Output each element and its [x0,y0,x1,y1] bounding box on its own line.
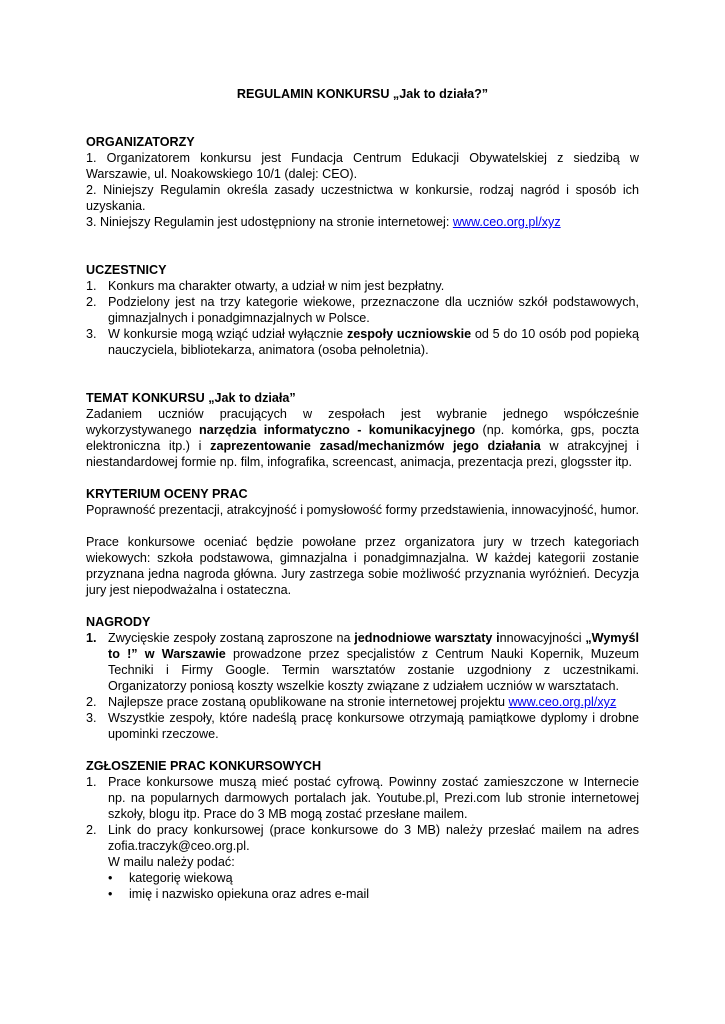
bullet-item: • kategorię wiekową [108,871,233,885]
organizatorzy-point-1: 1. Organizatorem konkursu jest Fundacja Centrum Edukacji Obywatelskiej z siedzibą w Warszawie, ul. Noakowskiego 10/1 (dalej: CEO). [86,151,639,181]
section-temat [86,390,639,470]
list-item: 3. W konkursie mogą wziąć udział wyłącznie zespoły uczniowskie od 5 do 10 osób pod popieką nauczyciela, bibliotekarza, animatora (osoba pełnoletnia). [86,327,639,357]
heading-temat: TEMAT KONKURSU „Jak to działa” [86,391,296,405]
organizatorzy-point-3-text: 3. Niniejszy Regulamin jest udostępniony na stronie internetowej: [86,215,453,229]
uczestnicy-list [86,278,639,358]
heading-zgloszenie: ZGŁOSZENIE PRAC KONKURSOWYCH [86,759,322,773]
section-zgloszenie [86,758,639,902]
bullet-icon: • [108,871,113,885]
list-item: 1. Konkurs ma charakter otwarty, a udział w nim jest bezpłatny. [86,279,445,293]
organizatorzy-point-3 [86,214,639,230]
zgloszenie-sub-text: W mailu należy podać: [108,855,235,869]
zgloszenie-bullets [86,870,639,902]
projekt-link[interactable]: www.ceo.org.pl/xyz [508,695,617,709]
heading-uczestnicy: UCZESTNICY [86,263,167,277]
organizatorzy-point-2: 2. Niniejszy Regulamin określa zasady uczestnictwa w konkursie, rodzaj nagród i sposób ich uzyskania. [86,183,639,213]
nagrody-list [86,630,639,742]
kryterium-text-2: Prace konkursowe oceniać będzie powołane przez organizatora jury w trzech kategoriach wiekowych: szkoła podstawowa, gimnazjalna i ponadgimnazjalna. W każdej kategorii zostanie przyznana jedna nagroda główna. Jury zastrzega sobie możliwość przyznania wyróżnień. Decyzja jury jest niepodważalna i ostateczna. [86,535,639,597]
heading-nagrody: NAGRODY [86,615,151,629]
zgloszenie-list [86,774,639,870]
document-title: REGULAMIN KONKURSU „Jak to działa?” [236,87,489,101]
document-content [86,86,639,902]
kryterium-text-1: Poprawność prezentacji, atrakcyjność i pomysłowość formy przedstawienia, innowacyjność, humor. [86,503,639,517]
regulamin-link[interactable]: www.ceo.org.pl/xyz [452,215,561,229]
section-nagrody [86,614,639,742]
list-item: 1. Prace konkursowe muszą mieć postać cyfrową. Powinny zostać zamieszczone w Internecie np. na popularnych darmowych portalach jak. Youtube.pl, Prezi.com lub stronie internetowej szkoły, blogu itp. Prace do 3 MB mogą zostać przesłane mailem. [86,775,639,821]
list-item: 2. Podzielony jest na trzy kategorie wiekowe, przeznaczone dla uczniów szkół podstawowych, gimnazjalnych i ponadgimnazjalnych w Polsce. [86,295,639,325]
temat-text: Zadaniem uczniów pracujących w zespołach jest wybranie jednego współcześnie wykorzystywanego narzędzia informatyczno - komunikacyjnego (np. komórka, gps, poczta elektroniczna itp.) i zaprezentowanie zasad/mechanizmów jego działania w atrakcyjnej i niestandardowej formie np. film, infografika, screencast, animacja, prezentacja prezi, glogsster itp. [86,407,639,469]
list-item: 2. Link do pracy konkursowej (prace konkursowe do 3 MB) należy przesłać mailem na adres zofia.traczyk@ceo.org.pl. W mailu należy podać: [86,823,639,869]
heading-kryterium: KRYTERIUM OCENY PRAC [86,487,248,501]
section-kryterium [86,486,639,598]
list-item: 3. Wszystkie zespoły, które nadeślą pracę konkursowe otrzymają pamiątkowe dyplomy i drobne upominki rzeczowe. [86,711,639,741]
list-item: 2. Najlepsze prace zostaną opublikowane na stronie internetowej projektu www.ceo.org.pl/xyz [86,695,617,709]
bullet-icon: • [108,887,113,901]
section-uczestnicy [86,262,639,358]
section-organizatorzy [86,134,639,230]
heading-organizatorzy: ORGANIZATORZY [86,135,195,149]
list-item: 1. Zwycięskie zespoły zostaną zaproszone na jednodniowe warsztaty innowacyjności „Wymyśl to !” w Warszawie prowadzone przez specjalistów z Centrum Nauki Kopernik, Muzeum Techniki i Firmy Google. Termin warsztatów zostanie uzgodniony z uczestnikami. Organizatorzy poniosą koszty wszelkie koszty związane z udziałem uczniów w warsztatach. [86,631,639,693]
bullet-item: • imię i nazwisko opiekuna oraz adres e-mail [108,887,370,901]
